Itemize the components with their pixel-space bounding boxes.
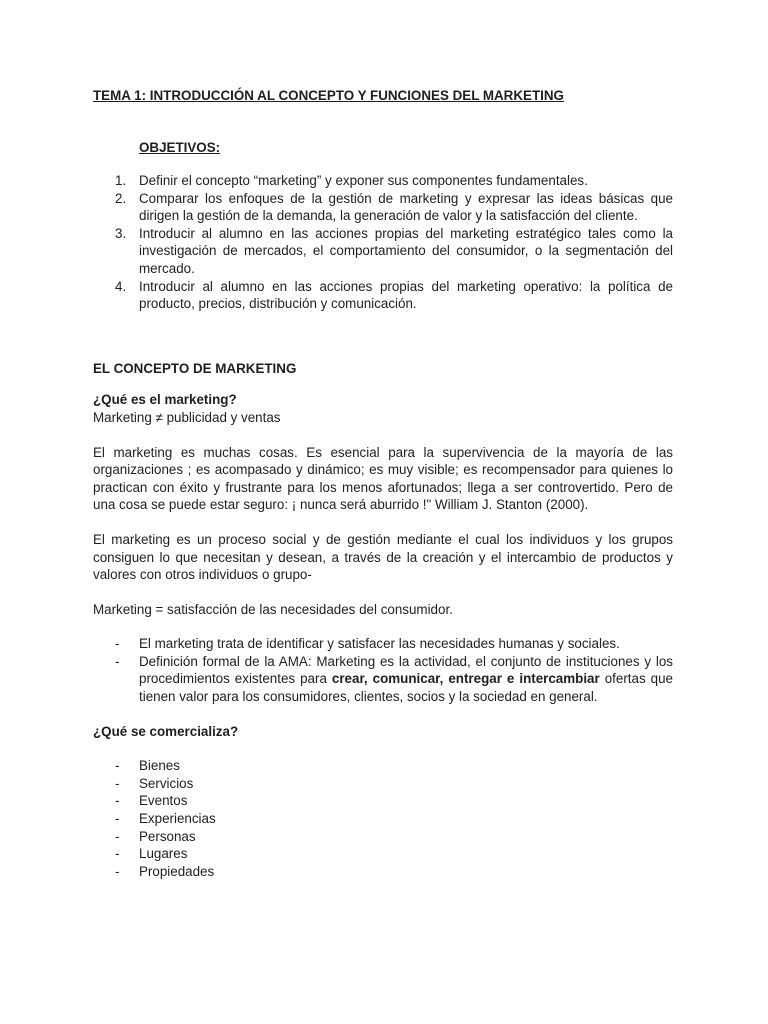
document-page	[93, 87, 673, 880]
dash-marker: -	[115, 846, 120, 862]
what-is-commercialized-question: ¿Qué se comercializa?	[93, 723, 239, 739]
dash-marker: -	[115, 653, 120, 669]
objectives-list	[93, 172, 673, 313]
objective-item	[93, 190, 673, 225]
marketing-neq-line: Marketing ≠ publicidad y ventas	[93, 409, 281, 425]
item-text: Propiedades	[139, 863, 215, 879]
list-item	[93, 792, 673, 810]
list-number: 4.	[115, 278, 127, 294]
commercialized-list	[93, 757, 673, 880]
list-item	[93, 757, 673, 775]
list-item	[93, 863, 673, 881]
bullet-text-after: ofertas que tienen valor para los consumidores, clientes, socios y la sociedad en general.	[139, 671, 674, 705]
list-item	[93, 653, 673, 706]
list-item	[93, 810, 673, 828]
list-number: 3.	[115, 225, 127, 241]
concept-heading: EL CONCEPTO DE MARKETING	[93, 360, 297, 376]
concept-bullet-list	[93, 635, 673, 705]
list-item	[93, 775, 673, 793]
dash-marker: -	[115, 758, 120, 774]
dash-marker: -	[115, 775, 120, 791]
dash-marker: -	[115, 811, 120, 827]
item-text: Eventos	[139, 793, 188, 809]
item-text: Bienes	[139, 758, 180, 774]
objective-item	[93, 172, 673, 190]
list-number: 2.	[115, 190, 127, 206]
bullet-text: El marketing trata de identificar y satisfacer las necesidades humanas y sociales.	[139, 636, 620, 652]
what-is-marketing-question: ¿Qué es el marketing?	[93, 392, 237, 408]
dash-marker: -	[115, 793, 120, 809]
objective-item	[93, 225, 673, 278]
satisfaction-line: Marketing = satisfacción de las necesidades del consumidor.	[93, 601, 453, 617]
item-text: Experiencias	[139, 811, 216, 827]
bullet-text-before: Definición formal de la AMA: Marketing es la actividad, el conjunto de instituciones y los procedimientos existentes para	[139, 653, 673, 687]
objective-text: Introducir al alumno en las acciones propias del marketing estratégico tales como la investigación de mercados, el comportamiento del consumidor, o la segmentación del mercado.	[139, 225, 673, 276]
dash-marker: -	[115, 636, 120, 652]
definition-paragraph: El marketing es un proceso social y de gestión mediante el cual los individuos y los grupos consiguen lo que necesitan y desean, a través de la creación y el intercambio de productos y valores con otros individuos o grupo-	[93, 531, 673, 583]
dash-marker: -	[115, 828, 120, 844]
objective-text: Definir el concepto “marketing” y exponer sus componentes fundamentales.	[139, 173, 588, 188]
objectives-heading: OBJETIVOS:	[139, 140, 221, 155]
item-text: Personas	[139, 828, 196, 844]
objective-item	[93, 278, 673, 313]
list-item	[93, 635, 673, 653]
document-title: TEMA 1: INTRODUCCIÓN AL CONCEPTO Y FUNCIONES DEL MARKETING	[93, 88, 564, 103]
list-number: 1.	[115, 173, 127, 188]
objective-text: Comparar los enfoques de la gestión de marketing y expresar las ideas básicas que dirigen la gestión de la demanda, la generación de valor y la satisfacción del cliente.	[139, 190, 673, 224]
dash-marker: -	[115, 863, 120, 879]
item-text: Servicios	[139, 775, 194, 791]
objective-text: Introducir al alumno en las acciones propias del marketing operativo: la política de producto, precios, distribución y comunicación.	[139, 278, 673, 312]
item-text: Lugares	[139, 846, 188, 862]
list-item	[93, 845, 673, 863]
bullet-text-bold: crear, comunicar, entregar e intercambiar	[331, 671, 600, 687]
list-item	[93, 828, 673, 846]
stanton-quote-paragraph: El marketing es muchas cosas. Es esencial para la supervivencia de la mayoría de las organizaciones ; es acompasado y dinámico; es muy visible; es recompensador para quienes lo practican con éxito y frustrante para los menos afortunados; llega a ser controvertido. Pero de una cosa se puede estar seguro: ¡ nunca será aburrido !" William J. Stanton (2000).	[93, 444, 673, 513]
